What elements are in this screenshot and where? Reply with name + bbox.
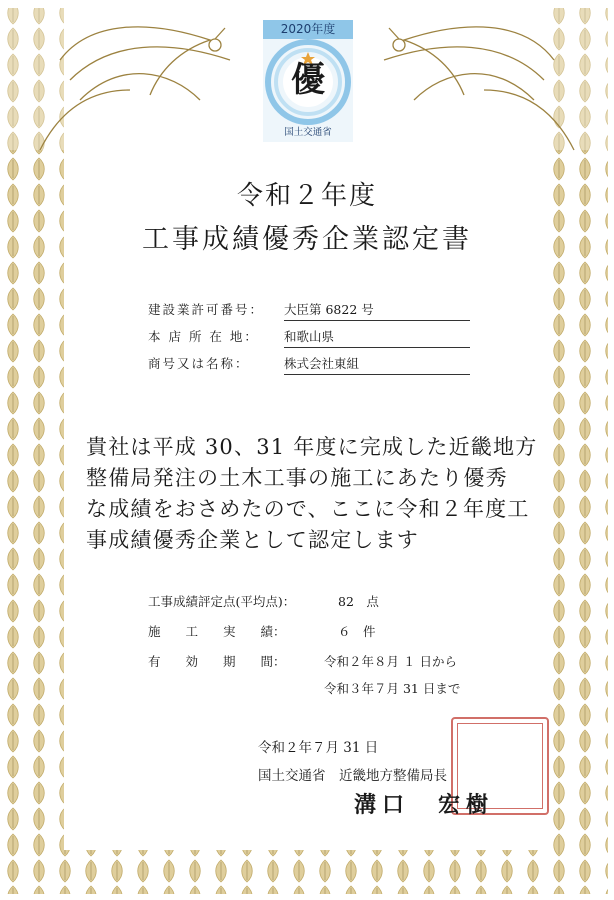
badge-year-label: 2020年度 [263, 20, 353, 39]
score-value: 82 点 [338, 594, 379, 609]
phoenix-right-ornament [384, 27, 574, 150]
license-number-value: 大臣第 6822 号 [284, 300, 470, 321]
license-number-label: 建設業許可番号： [148, 302, 265, 317]
period-to: 令和３年７月 31 日まで [324, 681, 461, 696]
award-badge [263, 20, 353, 142]
works-value: ６ 件 [338, 624, 376, 639]
head-office-label: 本 店 所 在 地： [148, 329, 259, 344]
body-text-line: 貴社は平成 30、31 年度に完成した近畿地方 [86, 435, 538, 459]
period-from: 令和２年８月 １ 日から [324, 654, 457, 669]
body-text-line: な成績をおさめたので、ここに令和２年度工 [86, 497, 530, 521]
company-name-value: 株式会社東組 [284, 354, 470, 375]
score-label: 工事成績評定点(平均点)： [148, 594, 296, 609]
works-label: 施 工 実 績： [148, 624, 286, 639]
issue-date: 令和２年７月 31 日 [258, 740, 379, 756]
license-number-row [148, 300, 478, 322]
head-office-row [148, 327, 478, 349]
period-label: 有 効 期 間： [148, 654, 286, 669]
ministry-logo-text: 国土交通省 [284, 127, 332, 138]
company-name-label: 商号又は名称： [148, 356, 250, 371]
badge-kanji: 優 [291, 60, 325, 100]
certificate-title-line2: 工事成績優秀企業認定書 [142, 224, 472, 255]
issuer-office: 国土交通省 近畿地方整備局長 [258, 768, 447, 784]
body-text-line: 事成績優秀企業として認定します [86, 528, 419, 552]
head-office-value: 和歌山県 [284, 327, 470, 348]
issuer-name: 溝口 宏樹 [354, 792, 495, 818]
certificate-title-line1: 令和２年度 [236, 181, 377, 211]
phoenix-left-ornament [40, 27, 230, 150]
company-name-row [148, 354, 478, 376]
body-text-line: 整備局発注の土木工事の施工にあたり優秀 [86, 466, 508, 490]
